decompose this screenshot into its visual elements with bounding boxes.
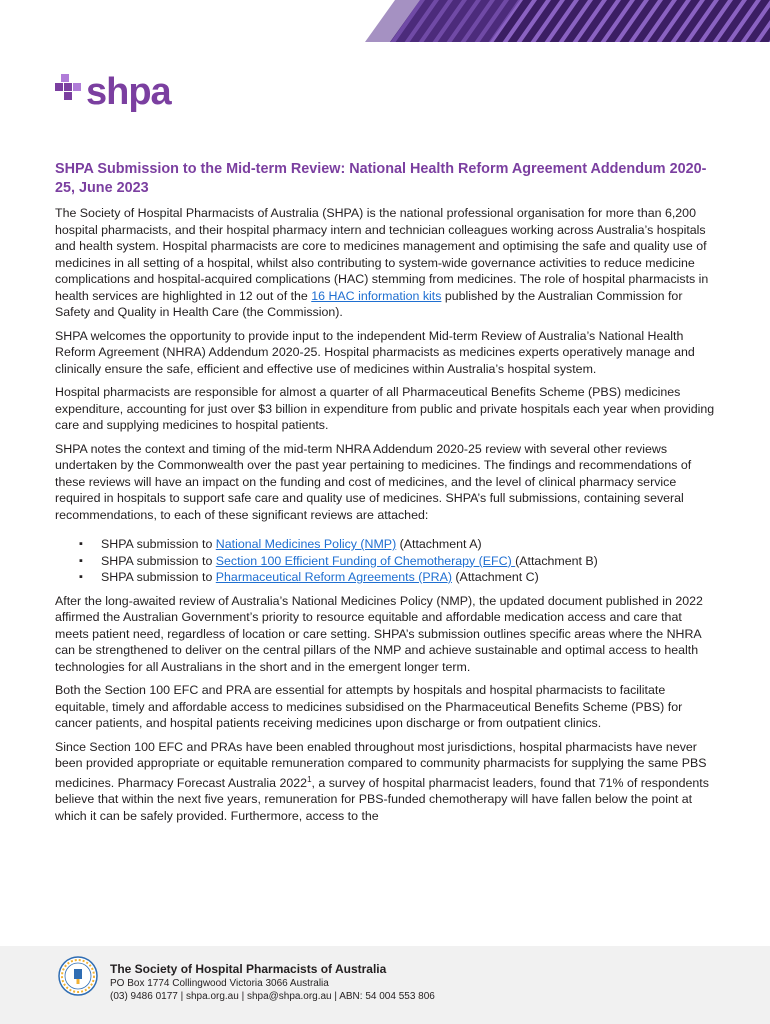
striped-band-graphic	[0, 0, 770, 42]
efc-pra-paragraph: Both the Section 100 EFC and PRA are essential for attempts by hospitals and hospital pharmacists to facilitate equitable, timely and affordable access to medicines subsidised on the Pharmaceutical Benefits Scheme (PBS) for cancer patients, and hospital patients receiving medicines upon discharge or from outpatient clinics.	[55, 683, 683, 730]
nmp-link[interactable]: National Medicines Policy (NMP)	[215, 537, 397, 551]
list-item: ▪ SHPA submission to National Medicines Policy (NMP) (Attachment A)	[79, 536, 717, 553]
header-band	[0, 0, 770, 42]
intro-paragraph: The Society of Hospital Pharmacists of Australia (SHPA) is the national professional organisation for more than 6,200 hospital pharmacists, and their hospital pharmacy intern and technician colleagues working across Australia’s hospitals and health system. Hospital pharmacists are core to medicines management and optimising the safe and quality use of medicines in all setting of a hospital, whilst also contributing to system-wide governance activities to reduce medicine complications and hospital-acquired complications (HAC) stemming from medicines. The role of hospital pharmacists in health services are highlighted in 12 out of the 16 HAC information kits published by the Australian Commission for Safety and Quality in Health Care (the Commission).	[55, 206, 709, 319]
footer-org-name: The Society of Hospital Pharmacists of Australia	[110, 962, 387, 976]
list-item: ▪ SHPA submission to Pharmaceutical Reform Agreements (PRA) (Attachment C)	[79, 569, 717, 586]
attachments-list	[79, 536, 717, 586]
pra-link[interactable]: Pharmaceutical Reform Agreements (PRA)	[215, 570, 452, 584]
efc-link[interactable]: Section 100 Efficient Funding of Chemotherapy (EFC)	[215, 553, 516, 568]
expenditure-paragraph: Hospital pharmacists are responsible for almost a quarter of all Pharmaceutical Benefits Scheme (PBS) medicines expenditure, accounting for just over $3 billion in expenditure from public and private hospitals each year when providing care and supplying medicines to hospital patients.	[55, 385, 715, 432]
document-title: SHPA Submission to the Mid-term Review: National Health Reform Agreement Addendum 2020-25, June 2023	[55, 161, 707, 196]
footer-address: PO Box 1774 Collingwood Victoria 3066 Australia	[110, 978, 329, 989]
society-seal-icon	[58, 956, 98, 996]
document-body	[55, 160, 717, 831]
footnote-marker: 1	[307, 774, 312, 784]
remuneration-paragraph: Since Section 100 EFC and PRAs have been enabled throughout most jurisdictions, hospital pharmacists have never been provided appropriate or equitable remuneration compared to community pharmacists for supplying the same PBS medicines. Pharmacy Forecast Australia 2022$^1$, a survey of hospital pharmacist leaders, found that 71% of respondents believe that within the next five years, remuneration for PBS-funded chemotherapy will have fallen below the point at which it can be safely provided. Furthermore, access to the	[55, 739, 709, 823]
hac-kits-link[interactable]: 16 HAC information kits	[311, 288, 442, 303]
footer-details	[110, 962, 435, 1003]
list-item: ▪ SHPA submission to Section 100 Efficient Funding of Chemotherapy (EFC) (Attachment B)	[79, 553, 717, 570]
page-footer	[0, 946, 770, 1024]
welcome-paragraph: SHPA welcomes the opportunity to provide input to the independent Mid-term Review of Australia’s National Health Reform Agreement (NHRA) Addendum 2020-25. Hospital pharmacists as medicines experts operatively manage and clinically ensure the safe, efficient and effective use of medicines within Australia’s hospital system.	[55, 328, 695, 376]
context-paragraph: SHPA notes the context and timing of the mid-term NHRA Addendum 2020-25 review with several other reviews undertaken by the Commonwealth over the past year pertaining to medicines. The findings and recommendations of these reviews will have an impact on the funding and cost of medicines, and the level of clinical pharmacy service required in hospitals to support safe care and quality use of medicines. SHPA’s full submissions, containing several recommendations, to each of these significant reviews are attached:	[55, 441, 692, 522]
shpa-logo	[55, 70, 205, 114]
footer-contact: (03) 9486 0177 | shpa.org.au | shpa@shpa.org.au | ABN: 54 004 553 806	[110, 991, 435, 1002]
nmp-paragraph: After the long-awaited review of Australia’s National Medicines Policy (NMP), the updated document published in 2022 affirmed the Australian Government’s priority to resource equitable and affordable medication access and care that meets patient need, regardless of location or care setting. SHPA’s submission outlines specific areas where the NHRA can be strengthened to deliver on the central pillars of the NMP and achieve sustainable and optimal access to health technologies for all Australians in the short and in the emergent longer term.	[55, 593, 703, 674]
logo-wordmark: shpa	[86, 71, 171, 113]
cross-squares-icon	[55, 70, 205, 114]
